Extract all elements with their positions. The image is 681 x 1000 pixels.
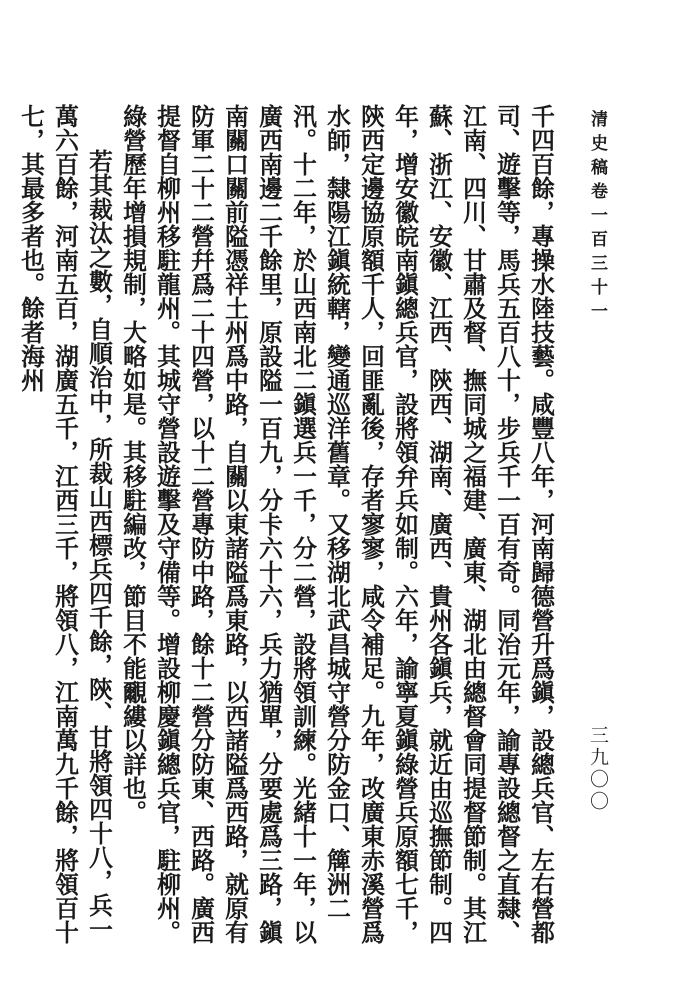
paragraph: 若其裁汰之數，自順治中，所裁山西標兵四千餘，陝、甘將領四十八，兵一萬六百餘，河南五百，湖廣五千，江西三千，將領八，江南萬九千餘，將領百十七，其最多者也。餘者海州 — [17, 104, 113, 944]
main-text — [17, 104, 558, 964]
paragraph: 千四百餘，專操水陸技藝。咸豐八年，河南歸德營升爲鎭，設總兵官、左右營都司、遊擊等，馬兵五百八十，步兵千一百有奇。同治元年，諭專設總督之直隸、江南、四川、甘肅及督、撫同城之福建、廣東、湖北由總督會同提督節制。其江蘇、浙江、安徽、江西、陝西、湖南、廣西、貴州各鎭兵，就近由巡撫節制。四年，增安徽皖南鎭總兵官，設將領弁兵如制。六年，諭寧夏鎭綠營兵原額七千，陝西定邊協原額千人，回匪亂後，存者寥寥，咸令補足。九年，改廣東赤溪營爲水師，隸陽江鎭統轄，變通巡洋舊章。又移湖北武昌城守營分防金口、簰洲二汛。十二年，於山西南北二鎭選兵一千，分二營，設將領訓練。光緒十一年，以廣西南邊二千餘里，原設隘一百九，分卡六十六，兵力猶單，分要處爲三路，鎭南關口關前隘憑祥土州爲中路，自關以東諸隘爲東路，以西諸隘爲西路，就原有防軍二十二營幷爲二十四營，以十二營專防中路，餘十二營分防東、西路。廣西提督自柳州移駐龍州。其城守營設遊擊及守備等。增設柳慶鎭總兵官，駐柳州。綠營歷年增損規制，大略如是。其移駐編改，節目不能覼縷以詳也。 — [119, 104, 555, 944]
page-number: 三九〇〇 — [587, 725, 609, 813]
running-header: 清史稿卷一百三十一 — [587, 110, 607, 326]
